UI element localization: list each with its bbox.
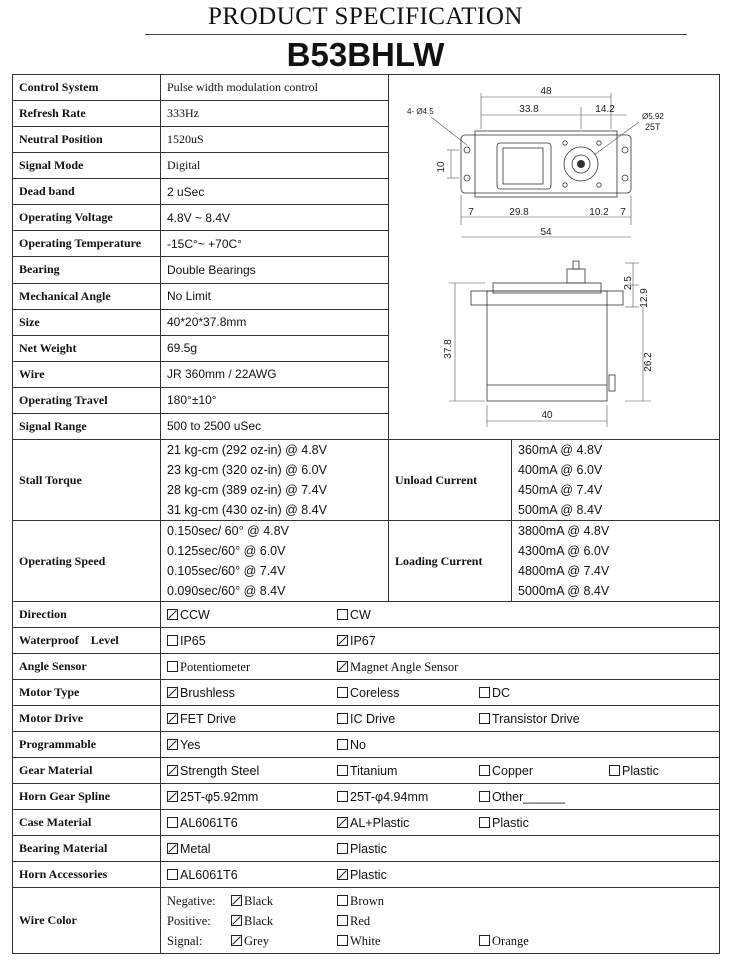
option-choices: [161, 758, 720, 784]
dimension-label: 54: [540, 227, 552, 238]
screw-hole: [563, 141, 567, 145]
option-choice[interactable]: [337, 660, 458, 675]
option-text: Plastic: [492, 816, 529, 830]
spec-value: 500 to 2500 uSec: [161, 413, 389, 439]
unchecked-box-icon[interactable]: [167, 661, 178, 672]
option-choices: [161, 706, 720, 732]
option-choice[interactable]: [609, 764, 659, 778]
option-choice[interactable]: [167, 816, 238, 830]
dimension-label: 12.9: [639, 288, 650, 308]
servo-side-spline: [567, 269, 585, 283]
option-row: [13, 732, 720, 758]
unchecked-box-icon[interactable]: [337, 915, 348, 926]
dimension-label: 29.8: [509, 207, 529, 218]
option-choices: [161, 628, 720, 654]
dimension-label: 14.2: [595, 104, 615, 115]
option-choice[interactable]: [479, 712, 580, 726]
spec-label: Signal Range: [13, 413, 161, 439]
option-choice[interactable]: [337, 891, 384, 911]
servo-dimension-drawing: [389, 75, 719, 435]
option-choice[interactable]: [479, 931, 529, 951]
option-choices: [161, 654, 720, 680]
option-text: Yes: [180, 738, 201, 752]
servo-side-body: [487, 291, 607, 401]
option-text: IC Drive: [350, 712, 396, 726]
option-choice[interactable]: [167, 738, 200, 752]
option-text: Coreless: [350, 686, 400, 700]
unchecked-box-icon[interactable]: [337, 609, 348, 620]
unchecked-box-icon[interactable]: [337, 843, 348, 854]
spec-label: Operating Travel: [13, 387, 161, 413]
wire-color-choices: [161, 888, 720, 954]
option-label: Motor Drive: [13, 706, 161, 732]
option-choice[interactable]: [337, 764, 397, 778]
option-row: [13, 680, 720, 706]
spec-value: 69.5g: [161, 335, 389, 361]
option-text: Grey: [244, 933, 269, 948]
spec-value-line: 0.105sec/60° @ 7.4V: [167, 564, 286, 578]
option-text: CCW: [180, 608, 210, 622]
spec-value: 2 uSec: [161, 179, 389, 205]
spline-label: Ø5.92: [642, 112, 664, 121]
sub-value-line: 450mA @ 7.4V: [518, 483, 603, 497]
option-text: Red: [350, 913, 371, 928]
option-choices: [161, 862, 720, 888]
option-text: Transistor Drive: [492, 712, 580, 726]
wire-color-line: [167, 931, 713, 951]
spec-value: 333Hz: [161, 101, 389, 127]
spec-label: Wire: [13, 361, 161, 387]
unchecked-box-icon[interactable]: [479, 765, 490, 776]
option-choice[interactable]: [337, 931, 381, 951]
unchecked-box-icon[interactable]: [337, 935, 348, 946]
option-choice[interactable]: [167, 660, 250, 675]
option-row: [13, 628, 720, 654]
drawing-line: [431, 117, 467, 145]
option-choice[interactable]: [479, 816, 529, 830]
dimension-label: 26.2: [643, 352, 654, 372]
unchecked-box-icon[interactable]: [479, 713, 490, 724]
option-label: Direction: [13, 602, 161, 628]
mount-hole: [464, 175, 470, 181]
model-number: B53BHLW: [286, 36, 445, 73]
dimension-drawing-cell: [389, 75, 720, 440]
option-text: Orange: [492, 933, 529, 948]
spec-label: Signal Mode: [13, 153, 161, 179]
spec-row: [13, 75, 720, 101]
wire-color-line: [167, 891, 713, 911]
option-label: Bearing Material: [13, 836, 161, 862]
option-choice[interactable]: [337, 842, 387, 856]
option-choice[interactable]: [337, 868, 387, 882]
dimension-label: 40: [541, 410, 553, 421]
option-choices: [161, 602, 720, 628]
sub-value-line: 4300mA @ 6.0V: [518, 544, 610, 558]
sub-value-line: 400mA @ 6.0V: [518, 463, 603, 477]
dimension-label: 37.8: [443, 339, 454, 359]
unchecked-box-icon[interactable]: [479, 791, 490, 802]
dimension-label: 7: [620, 207, 626, 218]
checked-box-icon[interactable]: [337, 869, 348, 880]
unchecked-box-icon[interactable]: [337, 791, 348, 802]
option-choice[interactable]: [167, 842, 211, 856]
option-text: Plastic: [350, 868, 387, 882]
option-text: Potentiometer: [180, 660, 251, 674]
servo-top-label: [503, 148, 543, 184]
output-shaft-center: [577, 160, 585, 168]
sub-value-line: 3800mA @ 4.8V: [518, 524, 610, 538]
option-label: Waterproof Level: [13, 628, 161, 654]
spec-value: Pulse width modulation control: [161, 75, 389, 101]
screw-hole: [597, 183, 601, 187]
option-row: [13, 758, 720, 784]
option-text: No: [350, 738, 366, 752]
option-text: Titanium: [350, 764, 398, 778]
spec-value-line: 23 kg-cm (320 oz-in) @ 6.0V: [167, 463, 327, 477]
option-label: Horn Gear Spline: [13, 784, 161, 810]
sub-label: Loading Current: [389, 521, 512, 602]
option-text: 25T-φ4.94mm: [350, 790, 429, 804]
option-choice[interactable]: [337, 634, 376, 648]
option-row: [13, 784, 720, 810]
spec-value-line: 0.090sec/60° @ 8.4V: [167, 584, 286, 598]
checked-box-icon[interactable]: [231, 915, 242, 926]
option-choice[interactable]: [167, 868, 238, 882]
checked-box-icon[interactable]: [167, 843, 178, 854]
spec-value: 4.8V ~ 8.4V: [161, 205, 389, 231]
wire-color-row: [13, 888, 720, 954]
option-label: Horn Accessories: [13, 862, 161, 888]
checked-box-icon[interactable]: [167, 609, 178, 620]
checked-box-icon[interactable]: [337, 817, 348, 828]
option-choice[interactable]: [167, 764, 259, 778]
checked-box-icon[interactable]: [167, 791, 178, 802]
option-row: [13, 654, 720, 680]
option-text: FET Drive: [180, 712, 237, 726]
option-text: AL6061T6: [180, 816, 238, 830]
spec-label: Neutral Position: [13, 127, 161, 153]
sub-value-list: [512, 440, 720, 521]
spec-value: JR 360mm / 22AWG: [161, 361, 389, 387]
option-text: Other______: [492, 790, 565, 804]
option-choice[interactable]: [167, 686, 235, 700]
dimension-label: 2.5: [623, 276, 634, 290]
dimension-label: 10: [436, 161, 447, 173]
option-text: Strength Steel: [180, 764, 260, 778]
option-text: CW: [350, 608, 371, 622]
unchecked-box-icon[interactable]: [479, 935, 490, 946]
spec-value-list: [161, 521, 389, 602]
drawing-line: [594, 122, 639, 155]
hole-label: 4- Ø4.5: [407, 107, 434, 116]
unchecked-box-icon[interactable]: [609, 765, 620, 776]
checked-box-icon[interactable]: [337, 661, 348, 672]
spec-table: [12, 74, 720, 954]
spec-row: [13, 440, 720, 521]
servo-side-shaft: [573, 261, 579, 269]
unchecked-box-icon[interactable]: [167, 635, 178, 646]
option-text: Black: [244, 893, 274, 908]
option-label: Wire Color: [13, 888, 161, 954]
spec-value: No Limit: [161, 283, 389, 309]
spec-value: Digital: [161, 153, 389, 179]
option-choice[interactable]: [479, 686, 510, 700]
option-choice[interactable]: [479, 764, 533, 778]
option-text: Copper: [492, 764, 533, 778]
option-text: White: [350, 933, 381, 948]
checked-box-icon[interactable]: [167, 739, 178, 750]
option-text: Black: [244, 913, 274, 928]
unchecked-box-icon[interactable]: [337, 739, 348, 750]
servo-side-top: [493, 283, 601, 293]
option-row: [13, 706, 720, 732]
unchecked-box-icon[interactable]: [337, 713, 348, 724]
option-text: IP67: [350, 634, 376, 648]
option-choice[interactable]: [337, 608, 371, 622]
unchecked-box-icon[interactable]: [337, 895, 348, 906]
spec-value: -15C°~ +70C°: [161, 231, 389, 257]
option-label: Programmable: [13, 732, 161, 758]
screw-hole: [563, 183, 567, 187]
spec-label: Net Weight: [13, 335, 161, 361]
spec-value-line: 21 kg-cm (292 oz-in) @ 4.8V: [167, 443, 327, 457]
servo-side-cable: [609, 375, 615, 391]
option-text: Brushless: [180, 686, 235, 700]
checked-box-icon[interactable]: [167, 687, 178, 698]
option-row: [13, 836, 720, 862]
servo-top-body: [461, 135, 631, 193]
spec-value-line: 31 kg-cm (430 oz-in) @ 8.4V: [167, 503, 327, 517]
option-choice[interactable]: [337, 911, 370, 931]
option-choices: [161, 810, 720, 836]
spec-value: 1520uS: [161, 127, 389, 153]
spec-label: Mechanical Angle: [13, 283, 161, 309]
sub-value-list: [512, 521, 720, 602]
checked-box-icon[interactable]: [167, 713, 178, 724]
unchecked-box-icon[interactable]: [167, 869, 178, 880]
option-label: Angle Sensor: [13, 654, 161, 680]
option-text: 25T-φ5.92mm: [180, 790, 259, 804]
spec-label: Stall Torque: [13, 440, 161, 521]
option-choice[interactable]: [231, 931, 269, 951]
mount-hole: [622, 147, 628, 153]
sub-value-line: 500mA @ 8.4V: [518, 503, 603, 517]
option-choices: [161, 836, 720, 862]
sub-label: Unload Current: [389, 440, 512, 521]
spec-value-line: 28 kg-cm (389 oz-in) @ 7.4V: [167, 483, 327, 497]
checked-box-icon[interactable]: [231, 895, 242, 906]
wire-name: Signal:: [167, 933, 203, 948]
option-choice[interactable]: [231, 911, 273, 931]
dimension-label: 48: [540, 86, 552, 97]
wire-name: Negative:: [167, 893, 216, 908]
spline-label: 25T: [645, 122, 661, 132]
option-row: [13, 602, 720, 628]
option-choice[interactable]: [167, 712, 236, 726]
sub-value-line: 4800mA @ 7.4V: [518, 564, 610, 578]
unchecked-box-icon[interactable]: [479, 817, 490, 828]
dimension-label: 10.2: [589, 207, 609, 218]
wire-name: Positive:: [167, 913, 211, 928]
spec-label: Operating Voltage: [13, 205, 161, 231]
option-text: AL+Plastic: [350, 816, 410, 830]
wire-color-line: [167, 911, 713, 931]
mount-hole: [622, 175, 628, 181]
title-divider: [145, 34, 687, 35]
spec-label: Operating Speed: [13, 521, 161, 602]
option-text: Plastic: [622, 764, 659, 778]
unchecked-box-icon[interactable]: [167, 817, 178, 828]
spec-value-line: 0.150sec/ 60° @ 4.8V: [167, 524, 289, 538]
option-label: Gear Material: [13, 758, 161, 784]
spec-label: Control System: [13, 75, 161, 101]
option-label: Motor Type: [13, 680, 161, 706]
mount-hole: [464, 147, 470, 153]
option-choice[interactable]: [337, 790, 428, 804]
spec-label: Bearing: [13, 257, 161, 283]
dimension-label: 7: [468, 207, 474, 218]
spec-row: [13, 521, 720, 602]
option-choice[interactable]: [337, 686, 399, 700]
option-choice[interactable]: [167, 634, 206, 648]
option-text: Magnet Angle Sensor: [350, 660, 459, 674]
option-label: Case Material: [13, 810, 161, 836]
option-choices: [161, 732, 720, 758]
spec-label: Refresh Rate: [13, 101, 161, 127]
unchecked-box-icon[interactable]: [479, 687, 490, 698]
spec-label: Operating Temperature: [13, 231, 161, 257]
option-choice[interactable]: [337, 738, 366, 752]
unchecked-box-icon[interactable]: [337, 687, 348, 698]
sub-value-line: 5000mA @ 8.4V: [518, 584, 610, 598]
option-text: IP65: [180, 634, 206, 648]
unchecked-box-icon[interactable]: [337, 765, 348, 776]
checked-box-icon[interactable]: [337, 635, 348, 646]
spec-value: Double Bearings: [161, 257, 389, 283]
spec-value: 180°±10°: [161, 387, 389, 413]
option-text: Plastic: [350, 842, 387, 856]
spec-label: Size: [13, 309, 161, 335]
option-choice[interactable]: [479, 790, 565, 804]
checked-box-icon[interactable]: [231, 935, 242, 946]
option-choice[interactable]: [167, 608, 210, 622]
option-row: [13, 862, 720, 888]
option-text: Metal: [180, 842, 211, 856]
checked-box-icon[interactable]: [167, 765, 178, 776]
spec-value-list: [161, 440, 389, 521]
option-choice[interactable]: [167, 790, 258, 804]
spec-label: Dead band: [13, 179, 161, 205]
option-text: DC: [492, 686, 511, 700]
option-text: AL6061T6: [180, 868, 238, 882]
option-choices: [161, 784, 720, 810]
option-row: [13, 810, 720, 836]
screw-hole: [597, 141, 601, 145]
dimension-label: 33.8: [519, 104, 539, 115]
spec-value: 40*20*37.8mm: [161, 309, 389, 335]
option-choice[interactable]: [337, 816, 409, 830]
option-text: Brown: [350, 893, 385, 908]
servo-top-case: [475, 131, 617, 197]
option-choice[interactable]: [231, 891, 273, 911]
option-choices: [161, 680, 720, 706]
spec-value-line: 0.125sec/60° @ 6.0V: [167, 544, 286, 558]
page-title: PRODUCT SPECIFICATION: [208, 3, 523, 30]
option-choice[interactable]: [337, 712, 395, 726]
sub-value-line: 360mA @ 4.8V: [518, 443, 603, 457]
